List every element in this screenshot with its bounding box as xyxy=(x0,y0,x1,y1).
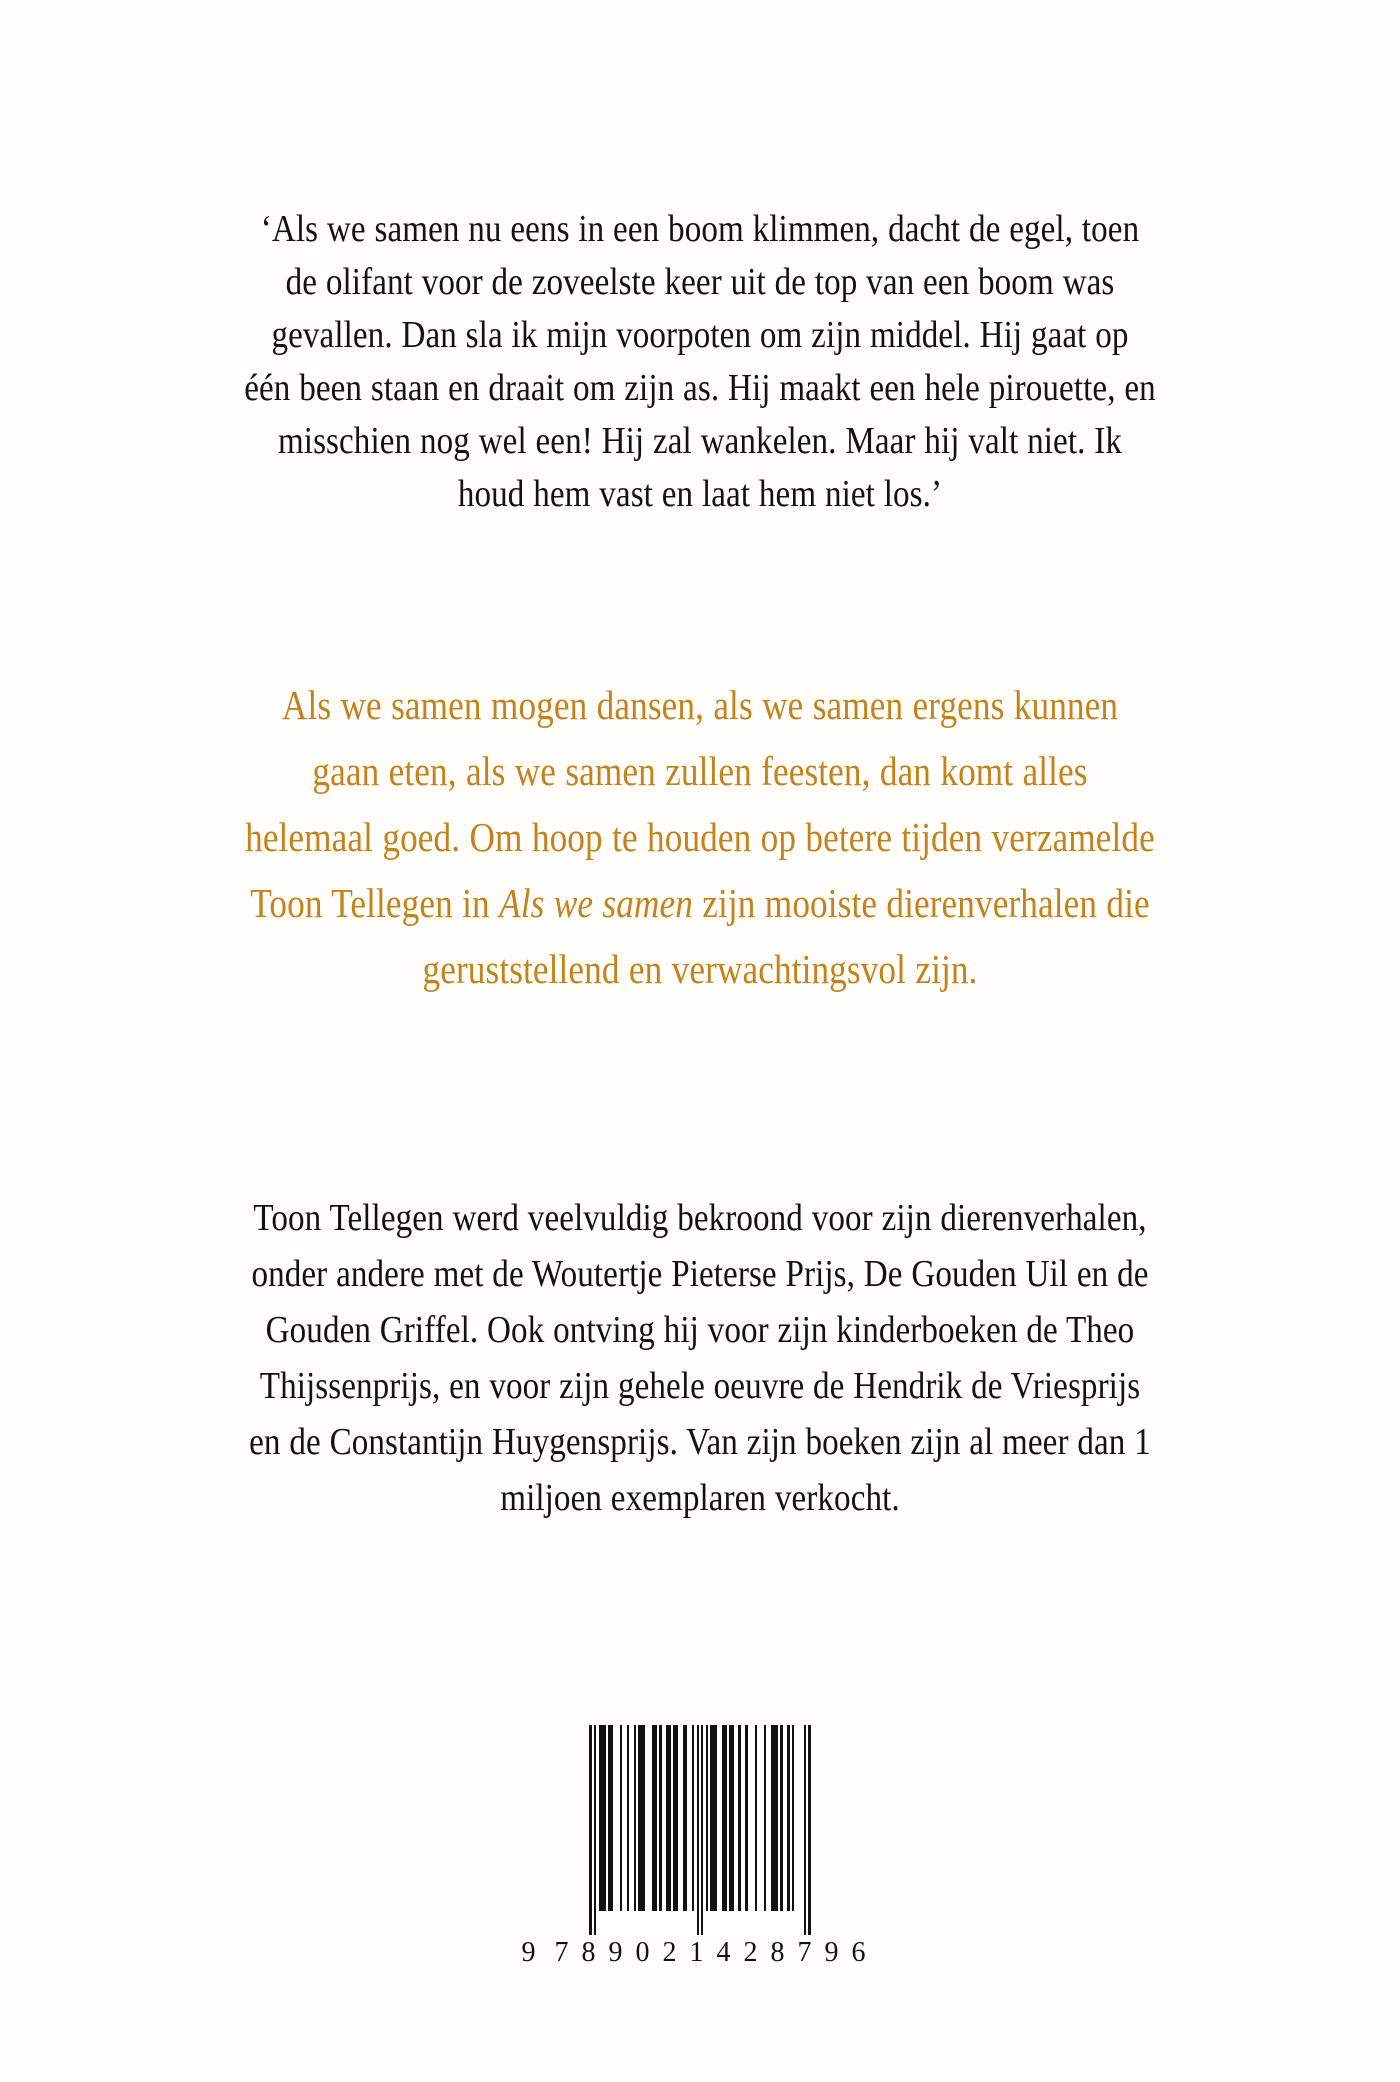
barcode-number: 789021428796 xyxy=(554,1937,879,1968)
barcode-space xyxy=(757,1725,764,1911)
quote-paragraph xyxy=(244,203,1156,521)
author-bio-paragraph xyxy=(244,1190,1156,1526)
barcode-space xyxy=(794,1725,803,1911)
barcode-bars xyxy=(589,1725,810,1935)
quote-text: ‘Als we samen nu eens in een boom klimmen, dacht de egel, toen de olifant voor de zoveelste keer uit de top van een boom was gevallen. Dan sla ik mijn voorpoten om zijn middel. Hij gaat op één been staan en draait om zijn as. Hij maakt een hele pirouette, en misschien nog wel een! Hij zal wankelen. Maar hij valt niet. Ik houd hem vast en laat hem niet los.’ xyxy=(244,208,1156,515)
barcode-bar xyxy=(771,1725,778,1911)
barcode-bar xyxy=(599,1725,606,1911)
blurb-paragraph xyxy=(244,672,1156,1002)
barcode-bar xyxy=(638,1725,645,1911)
barcode-lead-digit: 9 xyxy=(521,1937,537,1968)
blurb-text-part-1: Als we samen mogen dansen, als we samen ergens kunnen gaan eten, als we samen zullen feesten, dan komt alles helemaal goed. Om hoop te houden op betere tijden verzamelde Toon Tellegen in xyxy=(245,682,1155,926)
barcode-space xyxy=(613,1725,620,1911)
barcode xyxy=(170,1725,1230,1969)
barcode-bar xyxy=(808,1725,810,1935)
cover-content xyxy=(170,0,1230,2082)
barcode-digits xyxy=(522,1937,879,1969)
barcode-space xyxy=(748,1725,755,1911)
blurb-book-title: Als we samen xyxy=(499,880,693,926)
barcode-bar xyxy=(710,1725,717,1911)
barcode-space xyxy=(645,1725,652,1911)
author-bio-text: Toon Tellegen werd veelvuldig bekroond voor zijn dierenverhalen, onder andere met de Woutertje Pieterse Prijs, De Gouden Uil en de Gouden Griffel. Ook ontving hij voor zijn kinderboeken de Theo Thijssenprijs, en voor zijn gehele oeuvre de Hendrik de Vriesprijs en de Constantijn Huygensprijs. Van zijn boeken zijn al meer dan 1 miljoen exemplaren verkocht. xyxy=(249,1197,1151,1519)
blurb-text-part-2: zijn mooiste dierenverhalen die geruststellend en verwachtingsvol zijn. xyxy=(422,880,1150,992)
